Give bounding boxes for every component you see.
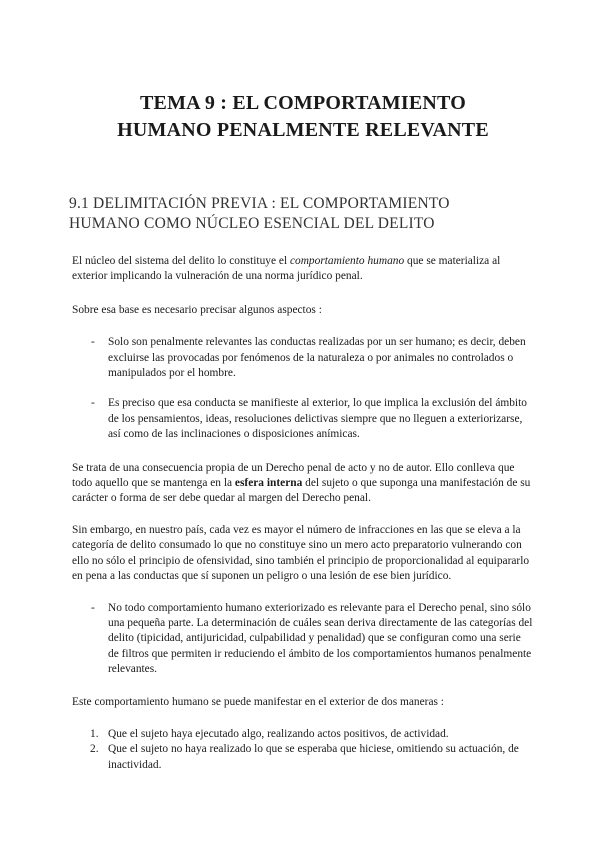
list-item xyxy=(72,742,534,773)
list-number: 2. xyxy=(90,743,99,756)
paragraph-infractions: Sin embargo, en nuestro país, cada vez es mayor el número de infracciones en las que se eleva a la categoría de delito consumado lo que no constituye sino un mero acto preparatorio vulnerando con ello no sólo el principio de ofensividad, sino también el principio de proporcionalidad al equipararlo en pena a las conductas que sí suponen un peligro o una lesión de ese bien jurídico. xyxy=(72,523,530,583)
paragraph-manifest: Este comportamiento humano se puede manifestar en el exterior de dos maneras : xyxy=(72,695,444,708)
bullet-list-aspects xyxy=(72,335,534,442)
paragraph-intro-text-1: El núcleo del sistema del delito lo constituye el xyxy=(72,255,290,267)
numbered-list xyxy=(72,727,534,773)
paragraph-intro-text-2: que se materializa al exterior implicando la vulneración de una norma jurídico penal. xyxy=(72,255,501,283)
section-heading-line2: HUMANO COMO NÚCLEO ESENCIAL DEL DELITO xyxy=(69,215,435,232)
list-item-text: Que el sujeto haya ejecutado algo, realizando actos positivos, de actividad. xyxy=(108,727,449,740)
paragraph-aspects: Sobre esa base es necesario precisar algunos aspectos : xyxy=(72,303,322,316)
bullet-mark: - xyxy=(91,397,95,410)
list-item-text: No todo comportamiento humano exteriorizado es relevante para el Derecho penal, sino sólo una pequeña parte. La determinación de cuáles sean deriva directamente de las categorías del delito (tipicidad, antijuricidad, culpabilidad y penalidad) que se configuran como una serie de filtros que permiten ir reduciendo el ámbito de los comportamientos humanos penalmente relevantes. xyxy=(108,601,533,676)
list-item xyxy=(72,601,534,678)
list-item xyxy=(72,396,534,442)
bullet-mark: - xyxy=(91,336,95,349)
list-item-text: Es preciso que esa conducta se manifieste al exterior, lo que implica la exclusión del ámbito de los pensamientos, ideas, resoluciones delictivas siempre que no lleguen a exteriorizarse, así como de las inclinaciones o disposiciones anímicas. xyxy=(108,397,527,441)
document-page xyxy=(69,90,534,773)
bullet-mark: - xyxy=(91,601,95,614)
page-title xyxy=(72,90,534,144)
section-heading xyxy=(69,194,534,234)
bullet-list-behavior xyxy=(72,601,534,678)
list-item xyxy=(72,727,534,742)
section-heading-line1: 9.1 DELIMITACIÓN PREVIA : EL COMPORTAMIENTO xyxy=(69,195,450,212)
list-number: 1. xyxy=(90,727,99,740)
list-item-text: Solo son penalmente relevantes las conductas realizadas por un ser humano; es decir, deben excluirse las provocadas por fenómenos de la naturaleza o por animales no controlados o manipulados por el hombre. xyxy=(108,336,526,380)
paragraph-consequence-text-2: del sujeto o que suponga una manifestación de su carácter o forma de ser debe quedar al margen del Derecho penal. xyxy=(72,477,531,505)
paragraph-consequence xyxy=(72,461,534,507)
page-title-line1: TEMA 9 : EL COMPORTAMIENTO xyxy=(139,92,466,114)
paragraph-consequence-text-1: Se trata de una consecuencia propia de un Derecho penal de acto y no de autor. Ello conlleva que todo aquello que se mantenga en la xyxy=(72,461,515,490)
page-title-line2: HUMANO PENALMENTE RELEVANTE xyxy=(117,119,489,141)
paragraph-intro xyxy=(72,254,534,285)
list-item xyxy=(72,335,534,381)
list-item-text: Que el sujeto no haya realizado lo que se esperaba que hiciese, omitiendo su actuación, de inactividad. xyxy=(108,743,519,771)
paragraph-intro-italic: comportamiento humano xyxy=(289,255,405,267)
paragraph-consequence-bold: esfera interna xyxy=(234,477,303,490)
